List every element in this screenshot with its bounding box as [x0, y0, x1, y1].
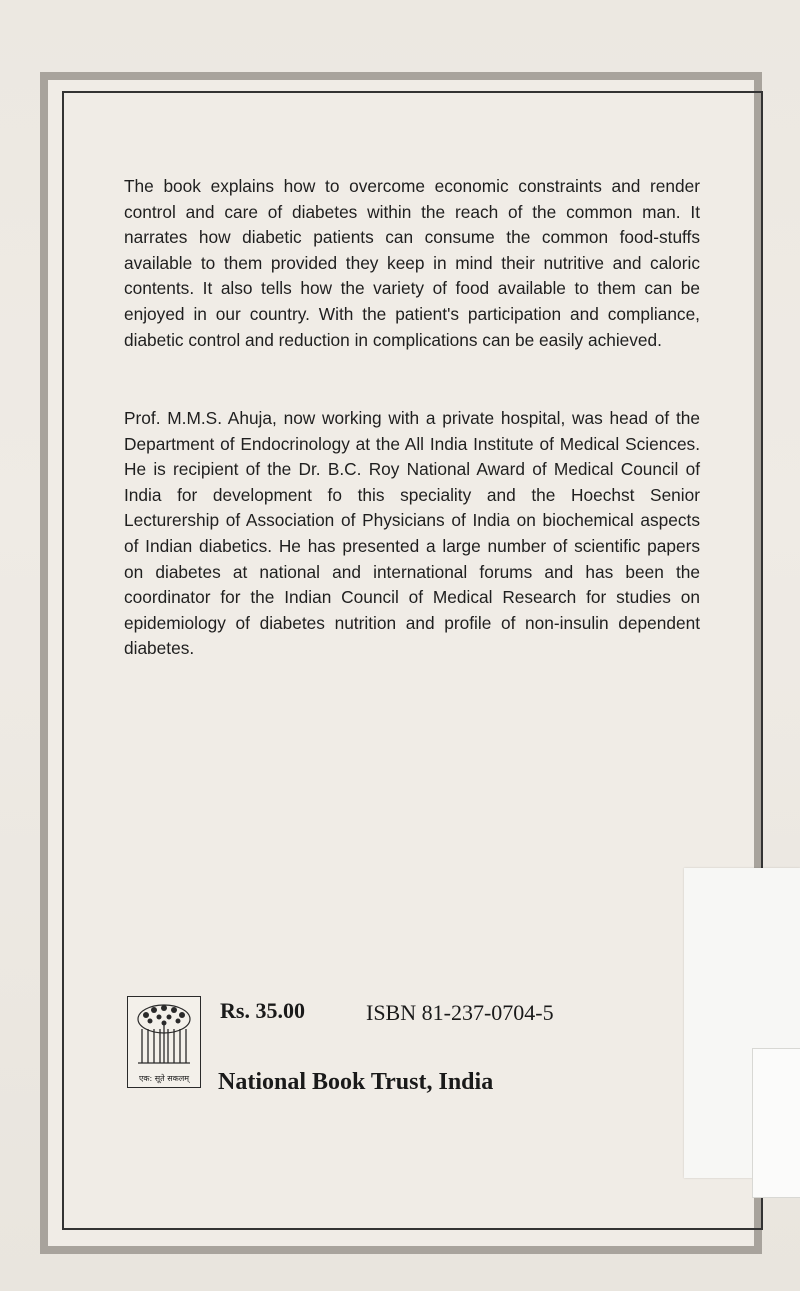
logo-motto: एक: सूते सकलम् [138, 1074, 190, 1083]
banyan-tree-icon [132, 1001, 196, 1069]
publisher-logo [127, 996, 201, 1088]
price: Rs. 35.00 [220, 998, 305, 1023]
publisher-name: National Book Trust, India [218, 1069, 494, 1095]
author-bio-paragraph: Prof. M.M.S. Ahuja, now working with a private hospital, was head of the Department of Endocrinology at the All India Institute of Medical Sciences. He is recipient of the Dr. B.C. Roy National Award of Medical Council of India for development fo this speciality and the Hoechst Senior Lecturership of Association of Physicians of India on biochemical aspects of Indian diabetics. He has presented a large number of scientific papers on diabetes at national and international forums and has been the coordinator for the Indian Council of Medical Research for studies on epidemiology of diabetes nutrition and profile of non-insulin dependent diabetes. [124, 408, 700, 659]
library-sticker-tab [752, 1048, 800, 1198]
isbn: ISBN 81-237-0704-5 [366, 1000, 554, 1025]
description-paragraph-1: The book explains how to overcome economic constraints and render control and care of diabetes within the reach of the common man. It narrates how diabetic patients can consume the common food-stuffs available to them provided they keep in mind their nutritive and caloric contents. It also tells how the variety of food available to them can be enjoyed in our country. With the patient's participation and compliance, diabetic control and reduction in complications can be easily achieved. [124, 176, 700, 350]
